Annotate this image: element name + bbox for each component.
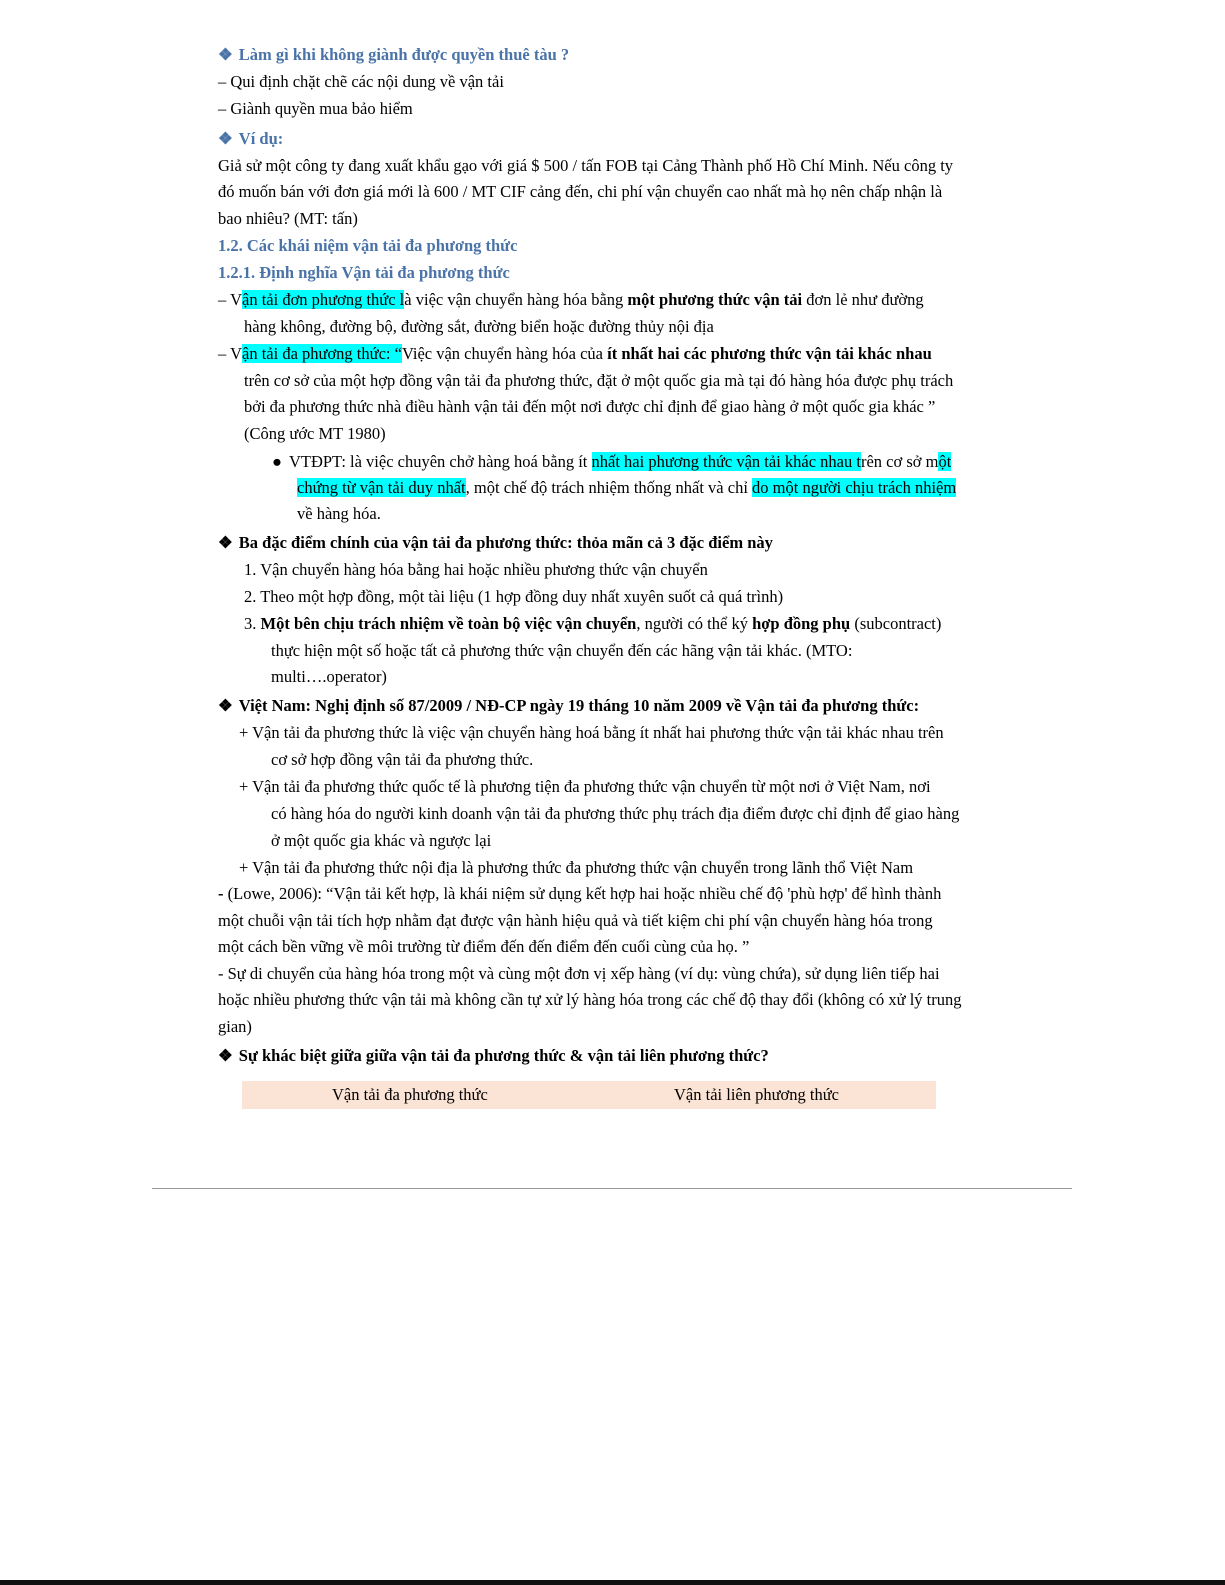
lowe-quote: - (Lowe, 2006): “Vận tải kết hợp, là khái niệm sử dụng kết hợp hai hoặc nhiều chế độ 'phù hợp' để hình thành	[218, 884, 942, 903]
list-item: – Qui định chặt chẽ các nội dung về vận tải	[218, 72, 504, 91]
vtdpt-definition-line2: chứng từ vận tải duy nhất, một chế độ trách nhiệm thống nhất và chỉ do một người chịu trách nhiệm	[297, 478, 957, 497]
definition-multimodal: – Vận tải đa phương thức: “Việc vận chuyển hàng hóa của ít nhất hai các phương thức vận tải khác nhau	[218, 344, 932, 363]
heading-1-2-1: 1.2.1. Định nghĩa Vận tải đa phương thức	[218, 263, 510, 282]
feature-item-3: 3. Một bên chịu trách nhiệm về toàn bộ việc vận chuyển, người có thể ký hợp đồng phụ (subcontract)	[244, 614, 942, 633]
lowe-quote-line2: một chuỗi vận tải tích hợp nhằm đạt được vận hành hiệu quả và tiết kiệm chi phí vận chuyển hàng hóa trong	[218, 911, 933, 930]
movement-paragraph-line3: gian)	[218, 1017, 252, 1036]
feature-item-3-line3: multi….operator)	[271, 667, 387, 686]
example-line: đó muốn bán với đơn giá mới là 600 / MT CIF cảng đến, chi phí vận chuyển cao nhất mà họ nên chấp nhận là	[218, 182, 943, 201]
vtdpt-definition-line3: về hàng hóa.	[297, 504, 381, 523]
definition-multimodal-line4: (Công ước MT 1980)	[244, 424, 386, 443]
definition-multimodal-line3: bởi đa phương thức nhà điều hành vận tải đến một nơi được chỉ định để giao hàng ở một quốc gia khác ”	[244, 397, 936, 416]
round-bullet-icon: ●	[272, 452, 282, 471]
example-line: bao nhiêu? (MT: tấn)	[218, 209, 358, 228]
section-heading-charter: ❖ Làm gì khi không giành được quyền thuê tàu ?	[218, 45, 570, 64]
diamond-bullet-icon: ❖	[218, 533, 233, 552]
vn-point-3: + Vận tải đa phương thức nội địa là phương thức đa phương thức vận chuyển trong lãnh thổ Việt Nam	[239, 858, 914, 877]
diamond-bullet-icon: ❖	[218, 1046, 233, 1065]
list-item: – Giành quyền mua bảo hiểm	[218, 99, 413, 118]
comparison-table-header	[242, 1081, 936, 1109]
lowe-quote-line3: một cách bền vững về môi trường từ điểm đến đến điểm đến cuối cùng của họ. ”	[218, 937, 750, 956]
definition-single-mode-line2: hàng không, đường bộ, đường sắt, đường biển hoặc đường thủy nội địa	[244, 317, 714, 336]
table-header-multimodal: Vận tải đa phương thức	[332, 1085, 488, 1104]
diamond-bullet-icon: ❖	[218, 696, 233, 715]
section-heading-vietnam: ❖ Việt Nam: Nghị định số 87/2009 / NĐ-CP ngày 19 tháng 10 năm 2009 về Vận tải đa phương thức:	[218, 696, 920, 715]
example-line: Giả sử một công ty đang xuất khẩu gạo với giá $ 500 / tấn FOB tại Cảng Thành phố Hồ Chí Minh. Nếu công ty	[218, 156, 954, 175]
movement-paragraph-line2: hoặc nhiều phương thức vận tải mà không cần tự xử lý hàng hóa trong các chế độ thay đổi (không có xử lý trung	[218, 990, 962, 1009]
feature-item-3-line2: thực hiện một số hoặc tất cả phương thức vận chuyển đến các hãng vận tải khác. (MTO:	[271, 641, 853, 660]
section-heading-difference: ❖ Sự khác biệt giữa giữa vận tải đa phương thức & vận tải liên phương thức?	[218, 1046, 769, 1065]
table-header-intermodal: Vận tải liên phương thức	[674, 1085, 839, 1104]
section-heading-example: ❖ Ví dụ:	[218, 129, 284, 148]
definition-multimodal-line2: trên cơ sở của một hợp đồng vận tải đa phương thức, đặt ở một quốc gia mà tại đó hàng hóa được phụ trách	[244, 371, 954, 390]
vtdpt-definition: ● VTĐPT: là việc chuyên chở hàng hoá bằng ít nhất hai phương thức vận tải khác nhau trên cơ sở một	[272, 452, 952, 471]
heading-1-2: 1.2. Các khái niệm vận tải đa phương thức	[218, 236, 518, 255]
diamond-bullet-icon: ❖	[218, 129, 233, 148]
definition-single-mode: – Vận tải đơn phương thức là việc vận chuyển hàng hóa bằng một phương thức vận tải đơn lẻ như đường	[218, 290, 924, 309]
feature-item-1: 1. Vận chuyển hàng hóa bằng hai hoặc nhiều phương thức vận chuyển	[244, 560, 708, 579]
bottom-edge-bar	[0, 1580, 1225, 1585]
page-divider	[152, 1188, 1072, 1189]
vn-point-1-line2: cơ sở hợp đồng vận tải đa phương thức.	[271, 750, 534, 769]
vn-point-1: + Vận tải đa phương thức là việc vận chuyển hàng hoá bằng ít nhất hai phương thức vận tải khác nhau trên	[239, 723, 944, 742]
vn-point-2-line2: có hàng hóa do người kinh doanh vận tải đa phương thức phụ trách địa điểm được chỉ định để giao hàng	[271, 804, 960, 823]
vn-point-2: + Vận tải đa phương thức quốc tế là phương tiện đa phương thức vận chuyển từ một nơi ở Việt Nam, nơi	[239, 777, 931, 796]
movement-paragraph: - Sự di chuyển của hàng hóa trong một và cùng một đơn vị xếp hàng (ví dụ: vùng chứa), sử dụng liên tiếp hai	[218, 964, 940, 983]
diamond-bullet-icon: ❖	[218, 45, 233, 64]
vn-point-2-line3: ở một quốc gia khác và ngược lại	[271, 831, 492, 850]
feature-item-2: 2. Theo một hợp đồng, một tài liệu (1 hợp đồng duy nhất xuyên suốt cả quá trình)	[244, 587, 784, 606]
section-heading-features: ❖ Ba đặc điểm chính của vận tải đa phương thức: thỏa mãn cả 3 đặc điểm này	[218, 533, 773, 552]
